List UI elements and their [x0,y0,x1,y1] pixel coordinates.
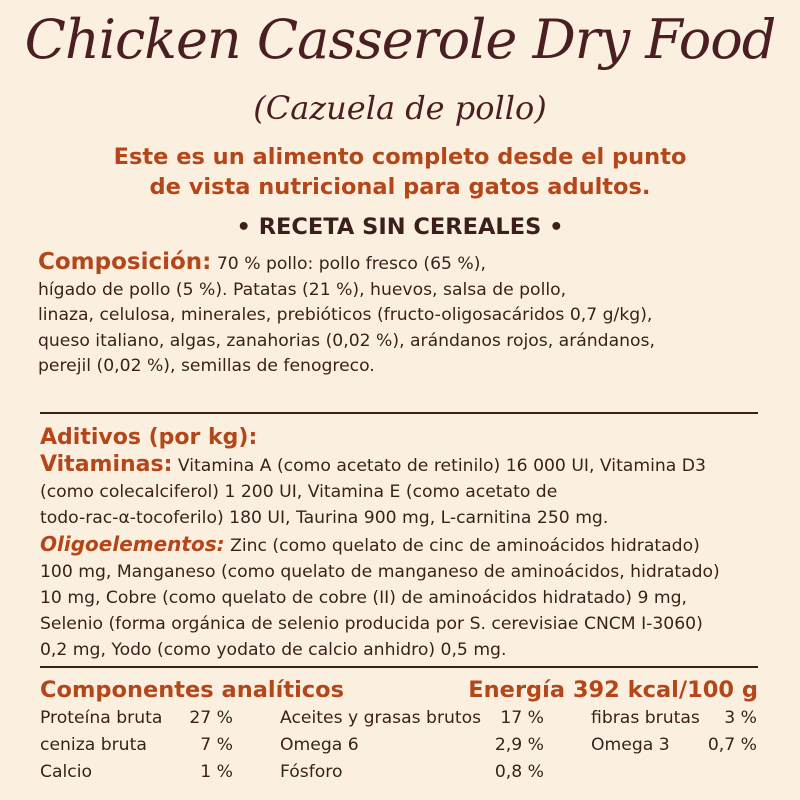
analytics-label: Omega 3 [591,735,670,755]
analytics-column-2 [280,705,544,786]
energy-value: Energía 392 kcal/100 g [468,677,758,703]
analytics-row [280,732,544,759]
composition-line-4: queso italiano, algas, zanahorias (0,02 %), arándanos rojos, arándanos, [38,330,655,351]
composition-line-3: linaza, celulosa, minerales, prebióticos (fructo-oligosacáridos 0,7 g/kg), [38,305,653,325]
analytics-value: 7 % [200,735,233,755]
trace-line-2: 100 mg, Manganeso (como quelato de manganeso de aminoácidos, hidratado) [40,562,720,582]
analytics-value: 0,7 % [707,735,757,755]
analytics-value: 17 % [500,708,544,728]
analytics-label: Fósforo [280,762,343,782]
analytics-row [591,732,757,759]
divider-top [40,412,758,414]
analytics-row [40,759,233,786]
tagline [40,142,760,202]
composition-line-5: perejil (0,02 %), semillas de fenogreco. [38,356,375,376]
composition-heading: Composición: [38,249,212,275]
tagline-line-1: Este es un alimento completo desde el punto [113,144,687,170]
analytics-row [280,705,544,732]
analytics-heading: Componentes analíticos [40,677,344,703]
trace-elements-heading: Oligoelementos: [40,532,225,556]
trace-line-4: Selenio (forma orgánica de selenio producida por S. cerevisiae CNCM I-3060) [40,614,703,634]
tagline-line-2: de vista nutricional para gatos adultos. [149,174,651,200]
vitamins-line-1: Vitamina A (como acetato de retinilo) 16 000 UI, Vitamina D3 [172,456,706,476]
grain-free-badge: • RECETA SIN CEREALES • [236,214,564,240]
analytics-column-3 [591,705,757,759]
analytics-label: Proteína bruta [40,708,163,728]
analytics-value: 27 % [189,708,233,728]
divider-bottom [40,666,758,668]
analytics-label: Aceites y grasas brutos [280,708,482,728]
analytics-row [591,705,757,732]
trace-line-3: 10 mg, Cobre (como quelato de cobre (II) de aminoácidos hidratado) 9 mg, [40,588,687,608]
analytics-label: Calcio [40,762,93,782]
vitamins-line-2: (como colecalciferol) 1 200 UI, Vitamina E (como acetato de [40,482,558,502]
vitamins-line-3: todo-rac-α-tocoferilo) 180 UI, Taurina 900 mg, L-carnitina 250 mg. [40,508,609,528]
analytics-value: 2,9 % [494,735,544,755]
analytics-label: Omega 6 [280,735,359,755]
analytics-value: 3 % [724,708,757,728]
analytics-row [40,732,233,759]
analytics-label: ceniza bruta [40,735,147,755]
page-title: Chicken Casserole Dry Food [24,8,776,71]
composition-section [38,250,768,380]
analytics-row [40,705,233,732]
analytics-label: fibras brutas [591,708,700,728]
trace-line-1: Zinc (como quelato de cinc de aminoácidos hidratado) [224,536,700,556]
additives-section [40,424,765,663]
analytics-column-1 [40,705,233,786]
vitamins-heading: Vitaminas: [40,452,173,477]
analytics-value: 1 % [200,762,233,782]
trace-line-5: 0,2 mg, Yodo (como yodato de calcio anhidro) 0,5 mg. [40,640,507,660]
page-subtitle: (Cazuela de pollo) [253,89,547,127]
analytics-row [280,759,544,786]
composition-line-1: 70 % pollo: pollo fresco (65 %), [211,254,486,274]
additives-heading: Aditivos (por kg): [40,425,258,450]
analytics-value: 0,8 % [494,762,544,782]
composition-line-2: hígado de pollo (5 %). Patatas (21 %), huevos, salsa de pollo, [38,279,567,300]
